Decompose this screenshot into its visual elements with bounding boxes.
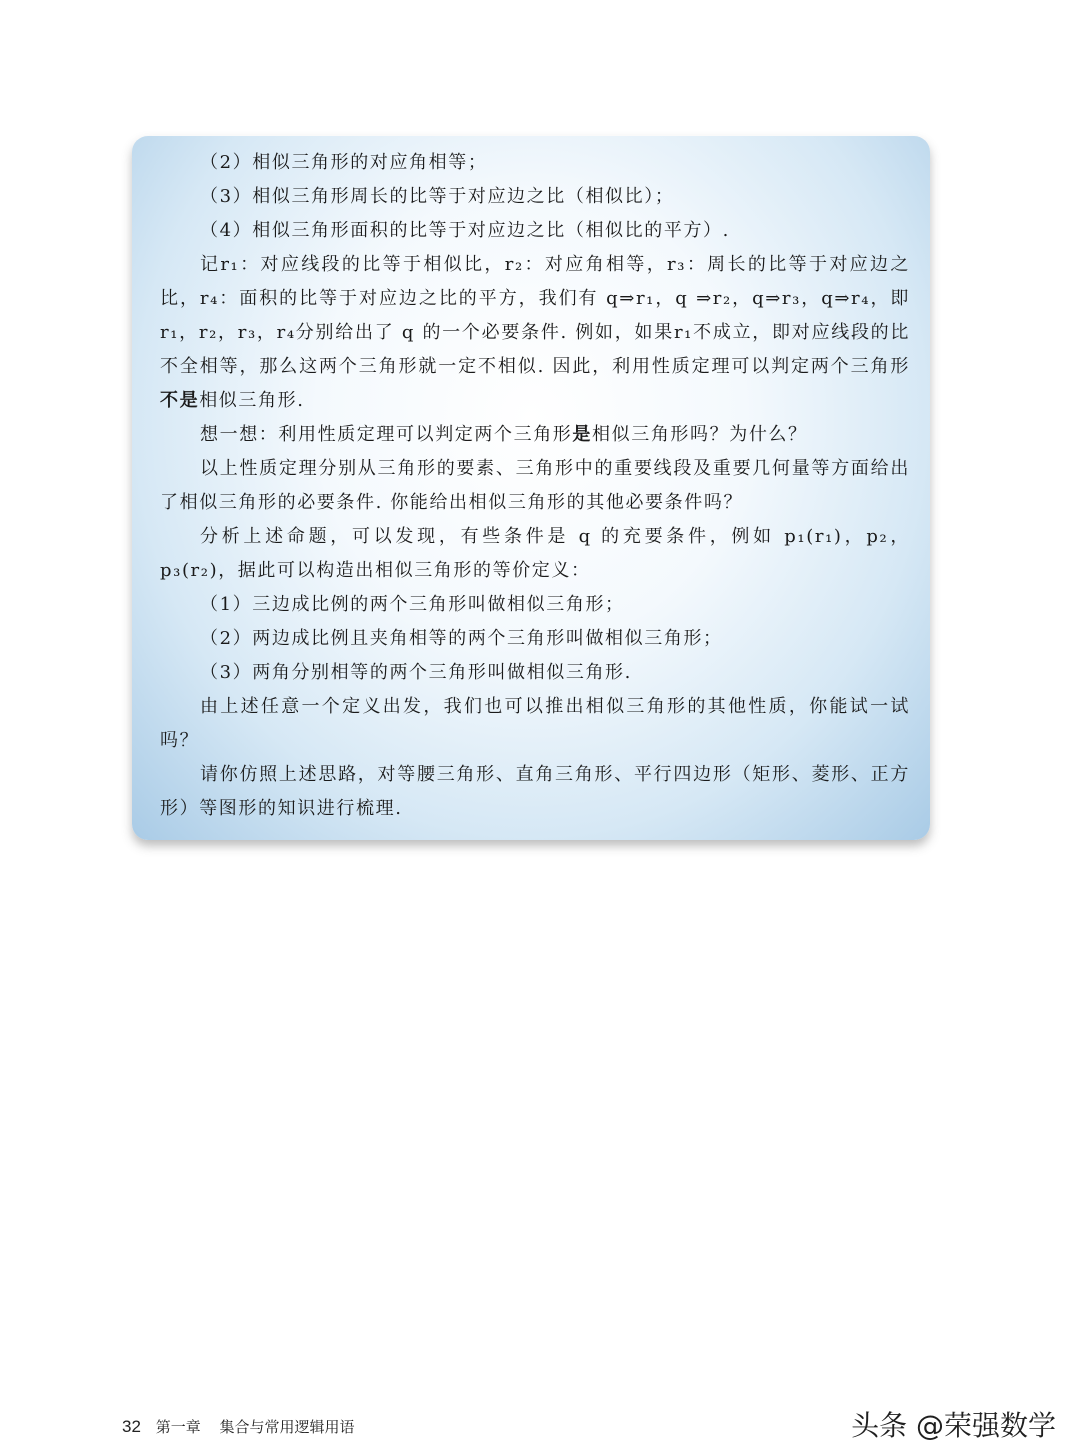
paragraph-definition-3: （3）两角分别相等的两个三角形叫做相似三角形. xyxy=(200,662,632,683)
paragraph-property-3: （3）相似三角形周长的比等于对应边之比（相似比）； xyxy=(200,186,675,207)
paragraph-necessary-conditions xyxy=(160,248,910,418)
text-span: 相似三角形. xyxy=(199,390,305,411)
page-number: 32 xyxy=(122,1417,141,1436)
paragraph-exercise: 请你仿照上述思路，对等腰三角形、直角三角形、平行四边形（矩形、菱形、正方形）等图形的知识进行梳理. xyxy=(160,764,910,819)
paragraph-property-4: （4）相似三角形面积的比等于对应边之比（相似比的平方）. xyxy=(200,220,730,241)
paragraph-try: 由上述任意一个定义出发，我们也可以推出相似三角形的其他性质，你能试一试吗？ xyxy=(160,696,910,751)
watermark: 头条 @荣强数学 xyxy=(851,1409,1056,1442)
textbox-content xyxy=(160,146,910,826)
paragraph-definition-2: （2）两边成比例且夹角相等的两个三角形叫做相似三角形； xyxy=(200,628,723,649)
paragraph-definition-1: （1）三边成比例的两个三角形叫做相似三角形； xyxy=(200,594,625,615)
paragraph-think xyxy=(160,418,910,452)
paragraph-analysis: 分析上述命题，可以发现，有些条件是 q 的充要条件，例如 p₁(r₁)，p₂，p₃(r₂)，据此可以构造出相似三角形的等价定义： xyxy=(160,526,910,581)
page-footer xyxy=(122,1416,355,1437)
bold-text: 不是 xyxy=(160,390,200,411)
chapter-label: 第一章 xyxy=(155,1418,201,1436)
text-span: 记r₁：对应线段的比等于相似比，r₂：对应角相等，r₃：周长的比等于对应边之比，r₄：面积的比等于对应边之比的平方，我们有 q⇒r₁，q ⇒r₂，q⇒r₃，q⇒r₄，即r₁，r₂，r₃，r₄分别给出了 q 的一个必要条件. 例如，如果r₁不成立，即对应线段的比不全相等，那么这两个三角形就一定不相似. 因此，利用性质定理可以判定两个三角形 xyxy=(160,254,910,377)
paragraph-summary: 以上性质定理分别从三角形的要素、三角形中的重要线段及重要几何量等方面给出了相似三角形的必要条件. 你能给出相似三角形的其他必要条件吗？ xyxy=(160,458,910,513)
paragraph-property-2: （2）相似三角形的对应角相等； xyxy=(200,152,488,173)
bold-text: 是 xyxy=(572,424,593,445)
text-span: 想一想：利用性质定理可以判定两个三角形 xyxy=(200,424,573,445)
text-span: 相似三角形吗？为什么？ xyxy=(592,424,808,445)
chapter-title: 集合与常用逻辑用语 xyxy=(219,1418,355,1436)
